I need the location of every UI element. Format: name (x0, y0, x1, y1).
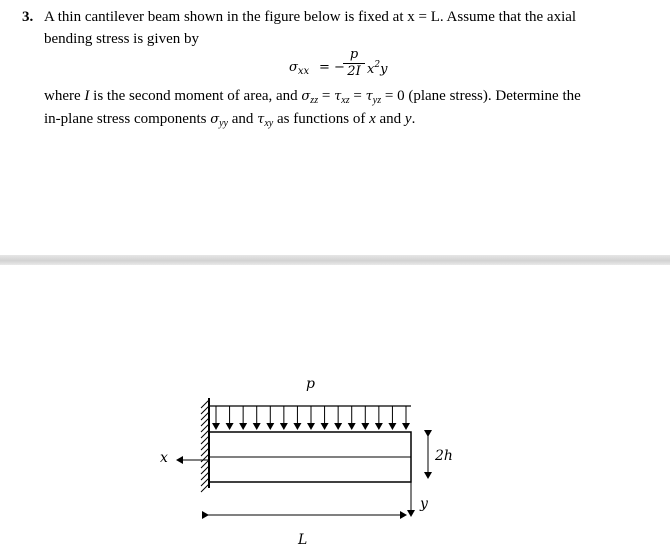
problem-number: 3. (22, 9, 34, 25)
fixed-wall (201, 398, 209, 492)
equation-lhs: $\sigma_{xx}$ (289, 60, 310, 77)
load-label: p (306, 376, 315, 392)
equation-rhs: $x^2y$ (367, 60, 388, 77)
height-label: 2h (435, 448, 453, 464)
problem-line-3: where I is the second moment of area, and $\sigma_{zz} = \tau_{xz} = \tau_{yz} = 0$ (plane stress). Determine the (44, 88, 581, 106)
beam-diagram (0, 360, 670, 556)
beam (209, 432, 411, 482)
problem-line-4: in-plane stress components $\sigma_{yy}$ and $\tau_{xy}$ as functions of x and y. (44, 111, 416, 129)
problem-statement (0, 0, 670, 150)
y-axis-label: y (420, 496, 428, 512)
equation-equals: = − (319, 60, 345, 75)
x-axis-label: x (160, 450, 168, 466)
equation-fraction: p 2I (343, 48, 365, 79)
problem-line-2: bending stress is given by (44, 31, 199, 47)
length-label: L (298, 532, 308, 548)
distributed-load (209, 406, 411, 429)
cantilever-figure (0, 360, 670, 556)
section-divider (0, 255, 670, 265)
stress-equation (285, 48, 415, 86)
problem-line-1: A thin cantilever beam shown in the figure below is fixed at x = L. Assume that the axial (44, 9, 577, 25)
